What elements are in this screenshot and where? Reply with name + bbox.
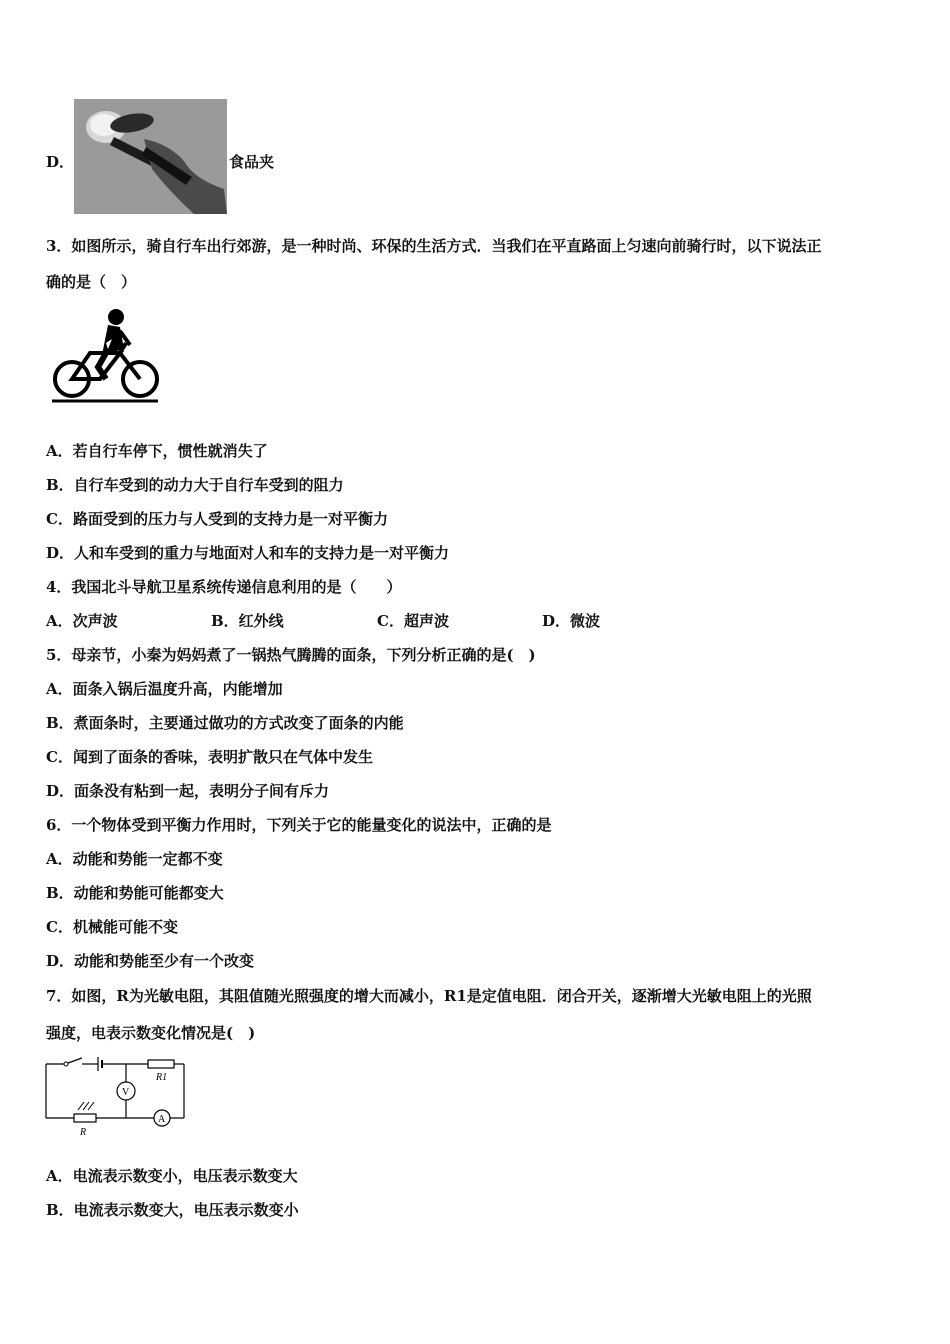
ammeter-label: A xyxy=(158,1114,166,1125)
q4-option-a: A．次声波 xyxy=(46,612,118,630)
r1-label: R1 xyxy=(156,1072,168,1083)
q5-option-d: D．面条没有粘到一起，表明分子间有斥力 xyxy=(46,782,330,800)
q6-stem: 6．一个物体受到平衡力作用时，下列关于它的能量变化的说法中，正确的是 xyxy=(46,816,552,834)
q3-option-d: D．人和车受到的重力与地面对人和车的支持力是一对平衡力 xyxy=(46,544,450,562)
cyclist-image xyxy=(50,305,162,405)
q3-option-a: A．若自行车停下，惯性就消失了 xyxy=(46,442,268,460)
q4-option-d: D．微波 xyxy=(542,612,601,630)
circuit-diagram xyxy=(44,1052,192,1140)
r-label: R xyxy=(80,1127,87,1138)
q5-option-c: C．闻到了面条的香味，表明扩散只在气体中发生 xyxy=(46,748,373,766)
q6-option-d: D．动能和势能至少有一个改变 xyxy=(46,952,255,970)
q6-option-a: A．动能和势能一定都不变 xyxy=(46,850,223,868)
q3-stem-line1: 3．如图所示，骑自行车出行郊游，是一种时尚、环保的生活方式．当我们在平直路面上匀速向前骑行时，以下说法正 xyxy=(46,237,822,255)
q3-option-c: C．路面受到的压力与人受到的支持力是一对平衡力 xyxy=(46,510,388,528)
q2-option-d-label: D． xyxy=(46,153,75,171)
q4-option-b: B．红外线 xyxy=(211,612,284,630)
q3-stem-line2: 确的是（ ） xyxy=(46,273,137,291)
q7-stem-line1: 7．如图，R为光敏电阻，其阻值随光照强度的增大而减小，R1是定值电阻．闭合开关，逐渐增大光敏电阻上的光照 xyxy=(46,987,812,1005)
q2-option-d-text: 食品夹 xyxy=(229,153,275,171)
q4-option-c: C．超声波 xyxy=(377,612,449,630)
q4-stem: 4．我国北斗导航卫星系统传递信息利用的是（ ） xyxy=(46,578,402,596)
food-tongs-image xyxy=(74,99,227,214)
voltmeter-label: V xyxy=(122,1087,130,1098)
q5-option-b: B．煮面条时，主要通过做功的方式改变了面条的内能 xyxy=(46,714,404,732)
q7-option-b: B．电流表示数变大，电压表示数变小 xyxy=(46,1201,299,1219)
q6-option-c: C．机械能可能不变 xyxy=(46,918,178,936)
q5-option-a: A．面条入锅后温度升高，内能增加 xyxy=(46,680,283,698)
q5-stem: 5．母亲节，小秦为妈妈煮了一锅热气腾腾的面条，下列分析正确的是( ) xyxy=(46,646,536,664)
q6-option-b: B．动能和势能可能都变大 xyxy=(46,884,224,902)
q7-option-a: A．电流表示数变小，电压表示数变大 xyxy=(46,1167,298,1185)
q7-stem-line2: 强度，电表示数变化情况是( ) xyxy=(46,1024,256,1042)
q3-option-b: B．自行车受到的动力大于自行车受到的阻力 xyxy=(46,476,344,494)
